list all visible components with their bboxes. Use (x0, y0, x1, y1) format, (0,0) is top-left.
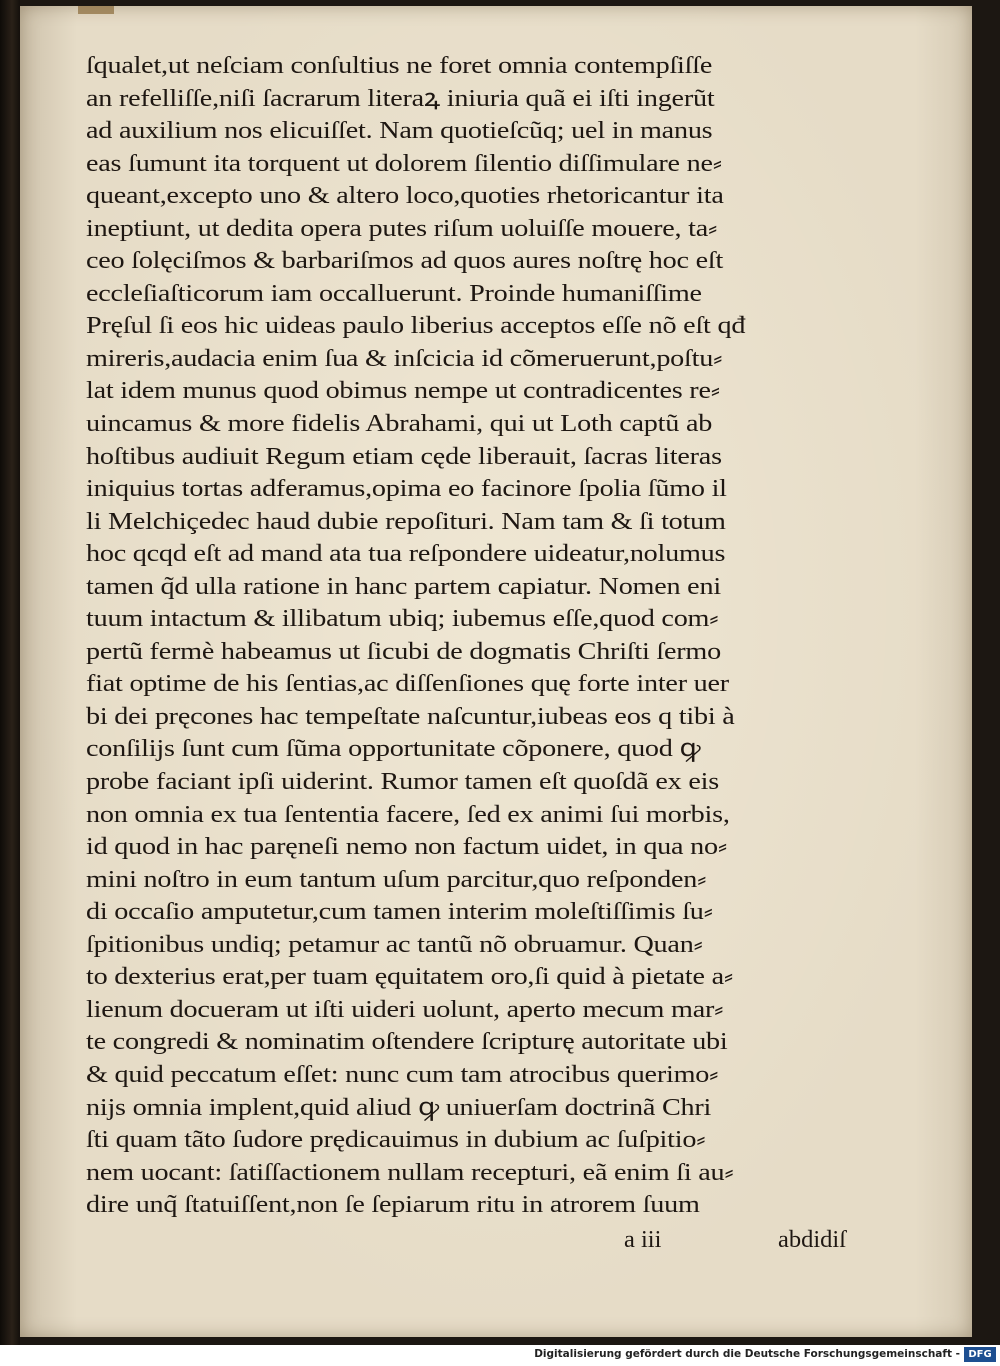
text-line: mini noſtro in eum tantum uſum parcitur,quo reſponden⸗ (86, 865, 707, 893)
text-line: ſqualet,ut neſciam conſultius ne foret omnia contempſiſſe (86, 52, 713, 79)
text-line: conſilijs ſunt cum ſũma opportunitate cõponere, quod ꝙ (86, 735, 701, 763)
text-line: ſpitionibus undiq; petamur ac tantũ nõ obruamur. Quan⸗ (86, 930, 703, 958)
signature-mark: a iii (624, 1226, 662, 1253)
text-line: Pręſul ſi eos hic uideas paulo liberius acceptos eſſe nõ eſt qđ (86, 312, 746, 340)
top-edge-mark (78, 6, 114, 14)
page-text-block (86, 50, 846, 1222)
dfg-logo: DFG (964, 1347, 996, 1362)
text-line: ineptiunt, ut dedita opera putes riſum uoluiſſe mouere, ta⸗ (86, 214, 718, 242)
text-line: iniquius tortas adferamus,opima eo facinore ſpolia ſũmo il (86, 475, 727, 503)
text-line: tuum intactum & illibatum ubiq; iubemus eſſe,quod com⸗ (86, 605, 719, 633)
text-line: ceo ſolęciſmos & barbariſmos ad quos aures noſtrę hoc eſt (86, 247, 724, 275)
text-line: te congredi & nominatim oſtendere ſcripturę autoritate ubi (86, 1028, 728, 1056)
text-line: lat idem munus quod obimus nempe ut contradicentes re⸗ (86, 377, 720, 405)
text-line: nem uocant: ſatiſſactionem nullam recepturi, eã enim ſi au⸗ (86, 1158, 734, 1186)
text-line: hoc qcqd eſt ad mand ata tua reſpondere uideatur,nolumus (86, 540, 726, 568)
digitization-footer (0, 1345, 1000, 1366)
text-line: to dexterius erat,per tuam ęquitatem oro,ſi quid à pietate a⸗ (86, 963, 734, 991)
text-line: dire unq̃ ſtatuiſſent,non ſe ſepiarum ritu in atrorem ſuum (86, 1191, 700, 1219)
text-line: uincamus & more fidelis Abrahami, qui ut Loth captũ ab (86, 410, 713, 438)
text-line: li Melchiçedec haud dubie repoſituri. Nam tam & ſi totum (86, 507, 726, 535)
book-spine-edge (0, 0, 20, 1345)
text-line: nijs omnia implent,quid aliud ꝙ uniuerſam doctrinã Chri (86, 1093, 712, 1121)
text-line: fiat optime de his ſentias,ac diſſenſiones quę forte inter uer (86, 670, 729, 698)
text-line: eas ſumunt ita torquent ut dolorem ſilentio diſſimulare ne⸗ (86, 149, 722, 177)
text-line: non omnia ex tua ſententia facere, ſed ex animi ſui morbis, (86, 800, 730, 828)
page-foot-row (86, 1223, 846, 1257)
text-line: an refelliſſe,niſi ſacrarum literaꝝ iniuria quã ei iſti ingerũt (86, 84, 715, 112)
text-line: pertũ fermè habeamus ut ſicubi de dogmatis Chriſti ſermo (86, 637, 721, 665)
text-line: ſti quam tãto ſudore prędicauimus in dubium ac ſuſpitio⸗ (86, 1126, 706, 1154)
funding-notice: Digitalisierung gefördert durch die Deutsche Forschungsgemeinschaft - (534, 1348, 960, 1360)
text-line: di occaſio amputetur,cum tamen interim moleſtiſſimis ſu⸗ (86, 898, 713, 926)
text-line: mireris,audacia enim ſua & inſcicia id cõmeruerunt,poſtu⸗ (86, 344, 723, 372)
text-line: queant,excepto uno & altero loco,quoties rhetoricantur ita (86, 182, 724, 210)
text-line: & quid peccatum eſſet: nunc cum tam atrocibus querimo⸗ (86, 1060, 719, 1088)
catchword: abdidiſ (777, 1226, 846, 1253)
text-line: ad auxilium nos elicuiſſet. Nam quotieſcũq; uel in manus (86, 117, 713, 145)
text-line: eccleſiaſticorum iam occalluerunt. Proinde humaniſſime (86, 279, 702, 307)
book-page (20, 6, 972, 1337)
text-line: id quod in hac paręneſi nemo non factum uidet, in qua no⸗ (86, 833, 727, 861)
text-line: lienum docueram ut iſti uideri uolunt, aperto mecum mar⸗ (86, 995, 724, 1023)
text-line: tamen q̃d ulla ratione in hanc partem capiatur. Nomen eni (86, 572, 721, 600)
text-line: probe faciant ipſi uiderint. Rumor tamen eſt quoſdã ex eis (86, 768, 719, 796)
text-line: hoſtibus audiuit Regum etiam cęde liberauit, ſacras literas (86, 442, 722, 470)
text-line: bi dei pręcones hac tempeſtate naſcuntur,iubeas eos q tibi à (86, 702, 735, 730)
